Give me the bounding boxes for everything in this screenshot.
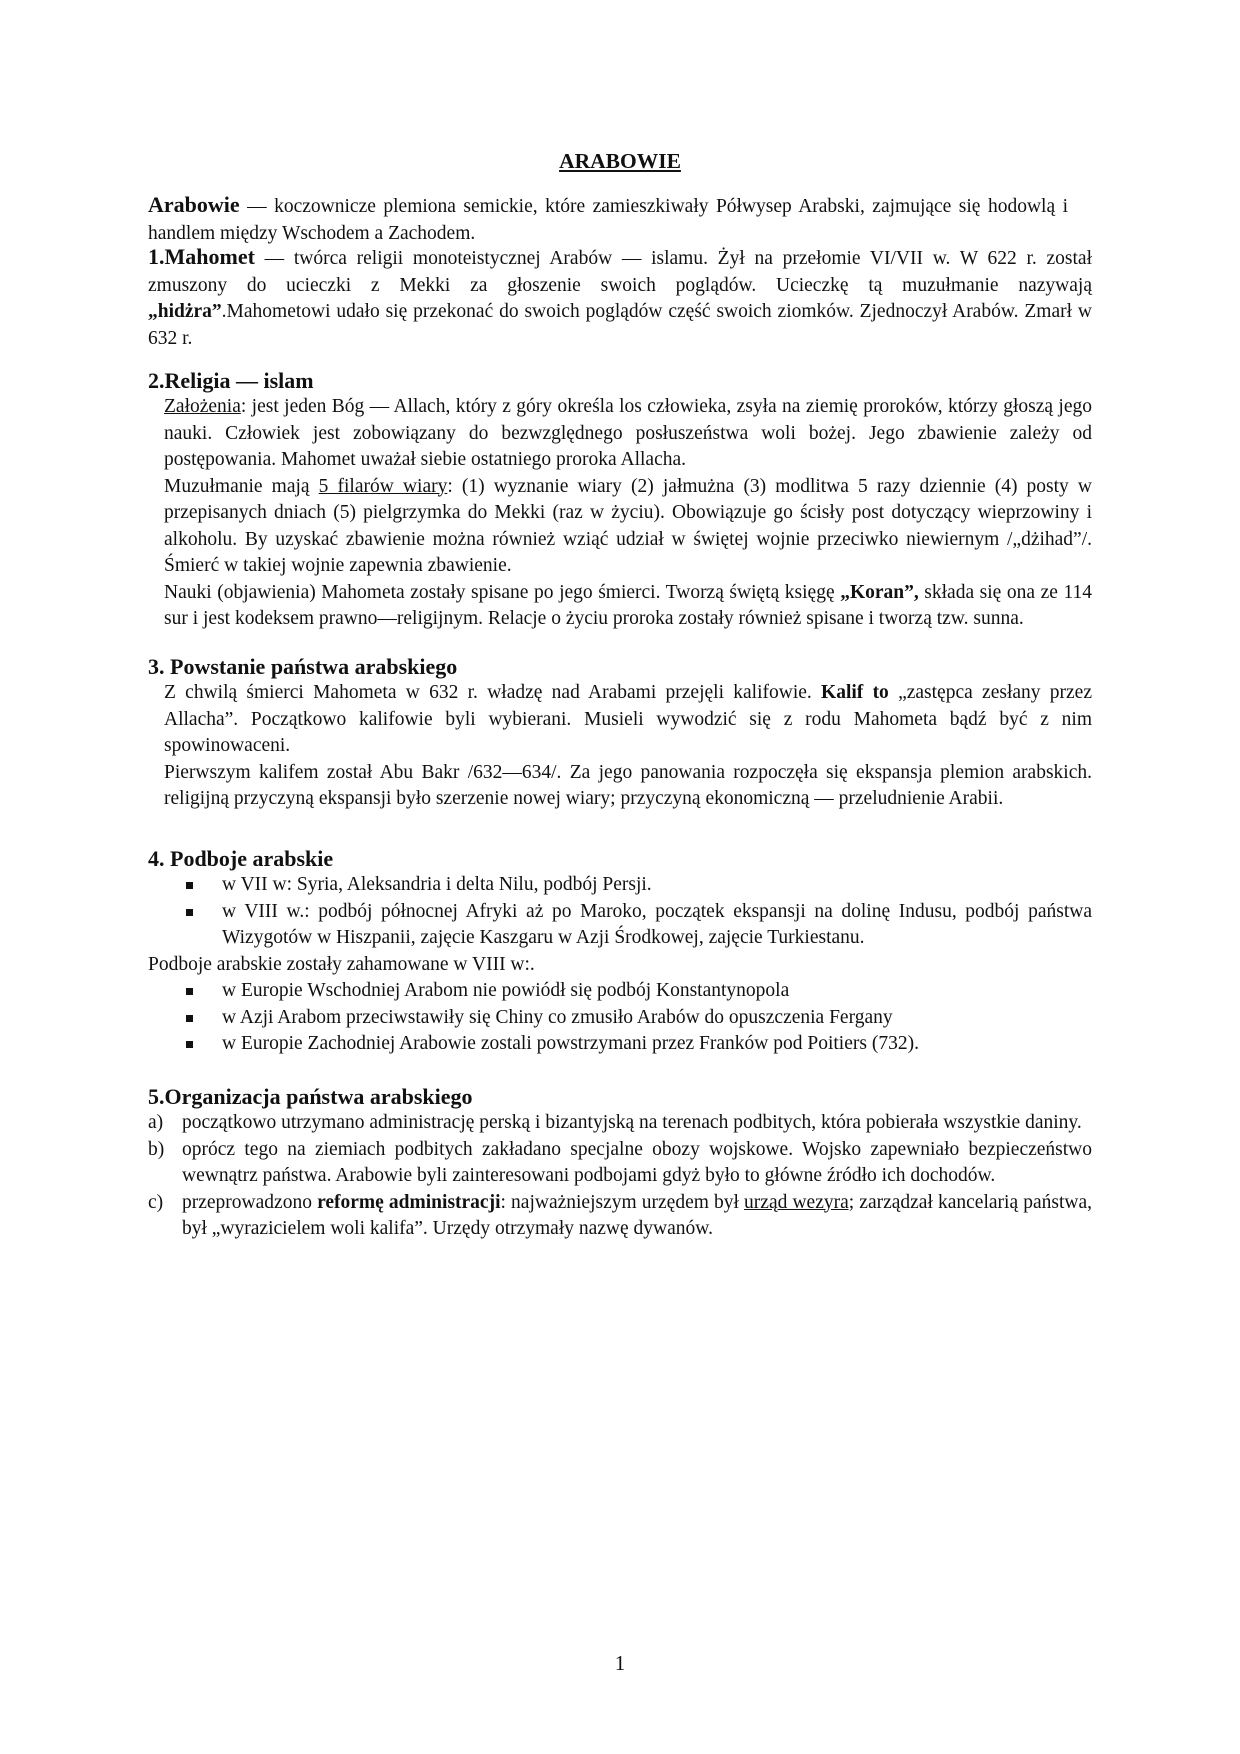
abu-bakr-paragraph: Pierwszym kalifem został Abu Bakr /632—634/. Za jego panowania rozpoczęła się ekspansja plemion arabskich. religijną przyczyną ekspansji było szerzenie nowej wiary; przyczyną ekonomiczną — przeludnienie Arabii. <box>164 761 1092 809</box>
kalifowie-text-a: Z chwilą śmierci Mahometa w 632 r. władzę nad Arabami przejęli kalifowie. <box>164 682 822 703</box>
section-organizacja-body <box>148 1110 1092 1243</box>
section-organizacja-heading: 5.Organizacja państwa arabskiego <box>148 1084 473 1109</box>
section-powstanie-body <box>164 680 1092 813</box>
list-item: w VII w: Syria, Aleksandria i delta Nilu, podbój Persji. <box>164 872 1092 899</box>
zahamowane-paragraph: Podboje arabskie zostały zahamowane w VIII w:. <box>148 953 535 975</box>
organizacja-list <box>148 1110 1092 1243</box>
list-item: w Europie Wschodniej Arabom nie powiódł się podbój Konstantynopola <box>164 978 1092 1005</box>
section-religia-heading: 2.Religia — islam <box>148 368 314 393</box>
koran-term: „Koran”, <box>840 581 919 603</box>
kalif-term: Kalif to <box>821 682 889 703</box>
page-number: 1 <box>614 1651 626 1675</box>
item-text: początkowo utrzymano administrację perską i bizantyjską na terenach podbitych, która pobierała wszystkie daniny. <box>182 1112 1082 1133</box>
item-label: b) <box>148 1138 165 1160</box>
zalozenia-label: Założenia <box>164 396 241 417</box>
intro-paragraph <box>148 192 1068 247</box>
list-item: w Europie Zachodniej Arabowie zostali powstrzymani przez Franków pod Poitiers (732). <box>164 1031 1092 1058</box>
section-mahomet <box>148 244 1092 352</box>
kalifowie-text-b: „zastępca zesłany przez Allacha”. Początkowo kalifowie byli wybierani. Musieli wywodzić się z rodu Mahometa bądź być z nim spowinowaceni. <box>164 682 1092 756</box>
nauki-text-b: składa się ona ze 114 sur i jest kodeksem prawno—religijnym. Relacje o życiu proroka zostały również spisane i tworzą tzw. sunna. <box>164 581 1092 629</box>
item-label: c) <box>148 1191 164 1213</box>
nauki-text-a: Nauki (objawienia) Mahometa zostały spisane po jego śmierci. Tworzą świętą księgę <box>164 581 841 603</box>
zalozenia-paragraph <box>164 394 1092 474</box>
reforma-term: reformę administracji <box>317 1191 501 1213</box>
filary-paragraph <box>164 474 1092 580</box>
section-religia-body <box>164 394 1092 633</box>
section-podboje-body <box>148 872 1092 1058</box>
document-title: ARABOWIE <box>559 149 681 173</box>
urzad-wezyra-term: urząd wezyra; <box>744 1191 855 1213</box>
list-item <box>148 1110 1092 1137</box>
hidzra-term: „hidżra” <box>148 301 222 322</box>
section-powstanie-heading: 3. Powstanie państwa arabskiego <box>148 654 458 679</box>
item-text-post: zarządzał kancelarią państwa, był „wyrazicielem woli kalifa”. Urzędy otrzymały nazwę dywanów. <box>182 1191 1092 1239</box>
zalozenia-text: : jest jeden Bóg — Allach, który z góry określa los człowieka, zsyła na ziemię proroków, którzy głoszą jego nauki. Człowiek jest zobowiązany do bezwzględnego posłuszeństwa woli bożej. Jego zbawienie zależy od postępowania. Mahomet uważał siebie ostatniego proroka Allacha. <box>164 396 1092 470</box>
nauki-paragraph <box>164 580 1092 633</box>
conquests-list <box>164 872 1092 952</box>
halted-list <box>164 978 1092 1058</box>
kalifowie-paragraph <box>164 680 1092 760</box>
item-text-pre: przeprowadzono <box>182 1191 318 1213</box>
item-text: oprócz tego na ziemiach podbitych zakładano specjalne obozy wojskowe. Wojsko zapewniało bezpieczeństwo wewnątrz państwa. Arabowie byli zainteresowani podbojami gdyż było to główne źródło ich dochodów. <box>182 1138 1092 1186</box>
item-label: a) <box>148 1112 164 1133</box>
list-item: w VIII w.: podbój północnej Afryki aż po Maroko, początek ekspansji na dolinę Indusu, podbój państwa Wizygotów w Hiszpanii, zajęcie Kaszgaru w Azji Środkowej, zajęcie Turkiestanu. <box>164 899 1092 952</box>
section-mahomet-number: 1. <box>148 244 165 269</box>
intro-term: Arabowie <box>148 192 240 217</box>
item-text-mid: : najważniejszym urzędem był <box>500 1191 745 1213</box>
intro-text: — koczownicze plemiona semickie, które zamieszkiwały Półwysep Arabski, zajmujące się hodowlą i handlem między Wschodem a Zachodem. <box>148 196 1068 244</box>
filary-label: 5 filarów wiary <box>318 475 448 497</box>
section-mahomet-text-a: — twórca religii monoteistycznej Arabów — islamu. Żył na przełomie VI/VII w. W 622 r. został zmuszony do ucieczki z Mekki za głoszenie swoich poglądów. Ucieczkę tą muzułmanie nazywają <box>148 248 1092 296</box>
section-mahomet-term: Mahomet <box>164 244 255 269</box>
filary-text: : (1) wyznanie wiary (2) jałmużna (3) modlitwa 5 razy dziennie (4) posty w przepisanych dniach (5) pielgrzymka do Mekki (raz w życiu). Obowiązuje go ścisły post dotyczący wieprzowiny i alkoholu. By uzyskać zbawienie można również wziąć udział w świętej wojnie przeciwko niewiernym /„dżihad”/. Śmierć w takiej wojnie zapewnia zbawienie. <box>164 475 1092 576</box>
list-item <box>148 1137 1092 1190</box>
section-mahomet-text-b: .Mahometowi udało się przekonać do swoich poglądów część swoich ziomków. Zjednoczył Arabów. Zmarł w 632 r. <box>148 301 1092 349</box>
section-podboje-heading: 4. Podboje arabskie <box>148 846 334 871</box>
list-item <box>148 1190 1092 1243</box>
list-item: w Azji Arabom przeciwstawiły się Chiny co zmusiło Arabów do opuszczenia Fergany <box>164 1005 1092 1032</box>
filary-pre: Muzułmanie mają <box>164 475 319 497</box>
